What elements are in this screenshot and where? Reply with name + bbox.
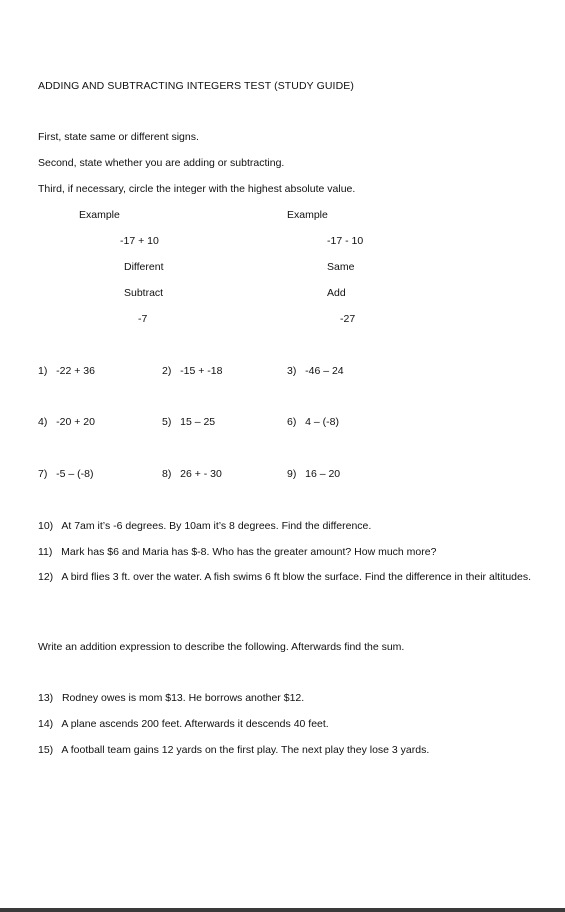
example-1-expression: -17 + 10	[120, 235, 159, 247]
problem-expression: 16 – 20	[305, 468, 341, 480]
example-2-expression: -17 - 10	[327, 235, 364, 247]
problem-3	[287, 365, 344, 377]
problem-number: 12)	[38, 571, 54, 583]
problem-number: 14)	[38, 718, 54, 730]
page-bottom-border	[0, 908, 565, 912]
section-2-instruction: Write an addition expression to describe the following. Afterwards find the sum.	[38, 641, 405, 653]
problem-text: A bird flies 3 ft. over the water. A fish swims 6 ft blow the surface. Find the difference in their altitudes.	[61, 571, 531, 583]
problem-number: 3)	[287, 365, 297, 377]
problem-number: 6)	[287, 416, 297, 428]
page-title: ADDING AND SUBTRACTING INTEGERS TEST (STUDY GUIDE)	[38, 80, 354, 92]
problem-4	[38, 416, 95, 428]
problem-expression: -20 + 20	[56, 416, 95, 428]
problem-text: A football team gains 12 yards on the first play. The next play they lose 3 yards.	[61, 744, 430, 756]
example-1-answer: -7	[138, 313, 148, 325]
problem-8	[162, 468, 222, 480]
instruction-3: Third, if necessary, circle the integer with the highest absolute value.	[38, 183, 356, 195]
problem-expression: -15 + -18	[180, 365, 223, 377]
problem-expression: -5 – (-8)	[56, 468, 94, 480]
example-1-label: Example	[79, 209, 120, 221]
problem-number: 4)	[38, 416, 48, 428]
example-2-operation: Add	[327, 287, 346, 299]
problem-text: Rodney owes is mom $13. He borrows another $12.	[61, 692, 305, 704]
problem-number: 13)	[38, 692, 54, 704]
problem-number: 7)	[38, 468, 48, 480]
problem-text: Mark has $6 and Maria has $-8. Who has the greater amount? How much more?	[61, 546, 437, 558]
instruction-1: First, state same or different signs.	[38, 131, 199, 143]
problem-number: 10)	[38, 520, 54, 532]
expression-problem-15	[38, 744, 429, 756]
example-2-signs: Same	[327, 261, 355, 273]
problem-expression: 26 + - 30	[180, 468, 222, 480]
problem-6	[287, 416, 339, 428]
problem-2	[162, 365, 222, 377]
problem-expression: -22 + 36	[56, 365, 95, 377]
problem-number: 11)	[38, 546, 53, 558]
problem-5	[162, 416, 215, 428]
example-2-label: Example	[287, 209, 328, 221]
example-1-signs: Different	[124, 261, 164, 273]
problem-expression: 15 – 25	[180, 416, 216, 428]
example-2-answer: -27	[340, 313, 356, 325]
problem-expression: -46 – 24	[305, 365, 344, 377]
problem-number: 15)	[38, 744, 54, 756]
problem-7	[38, 468, 93, 480]
word-problem-12	[38, 569, 548, 586]
instruction-2: Second, state whether you are adding or subtracting.	[38, 157, 285, 169]
word-problem-10	[38, 520, 371, 532]
problem-1	[38, 365, 95, 377]
problem-number: 8)	[162, 468, 172, 480]
problem-text: A plane ascends 200 feet. Afterwards it descends 40 feet.	[61, 718, 329, 730]
problem-number: 9)	[287, 468, 297, 480]
example-1-operation: Subtract	[124, 287, 164, 299]
problem-expression: 4 – (-8)	[305, 416, 339, 428]
expression-problem-13	[38, 692, 304, 704]
problem-9	[287, 468, 340, 480]
word-problem-11	[38, 546, 436, 558]
problem-number: 5)	[162, 416, 172, 428]
problem-number: 1)	[38, 365, 48, 377]
expression-problem-14	[38, 718, 329, 730]
problem-number: 2)	[162, 365, 172, 377]
problem-text: At 7am it’s -6 degrees. By 10am it’s 8 degrees. Find the difference.	[61, 520, 372, 532]
